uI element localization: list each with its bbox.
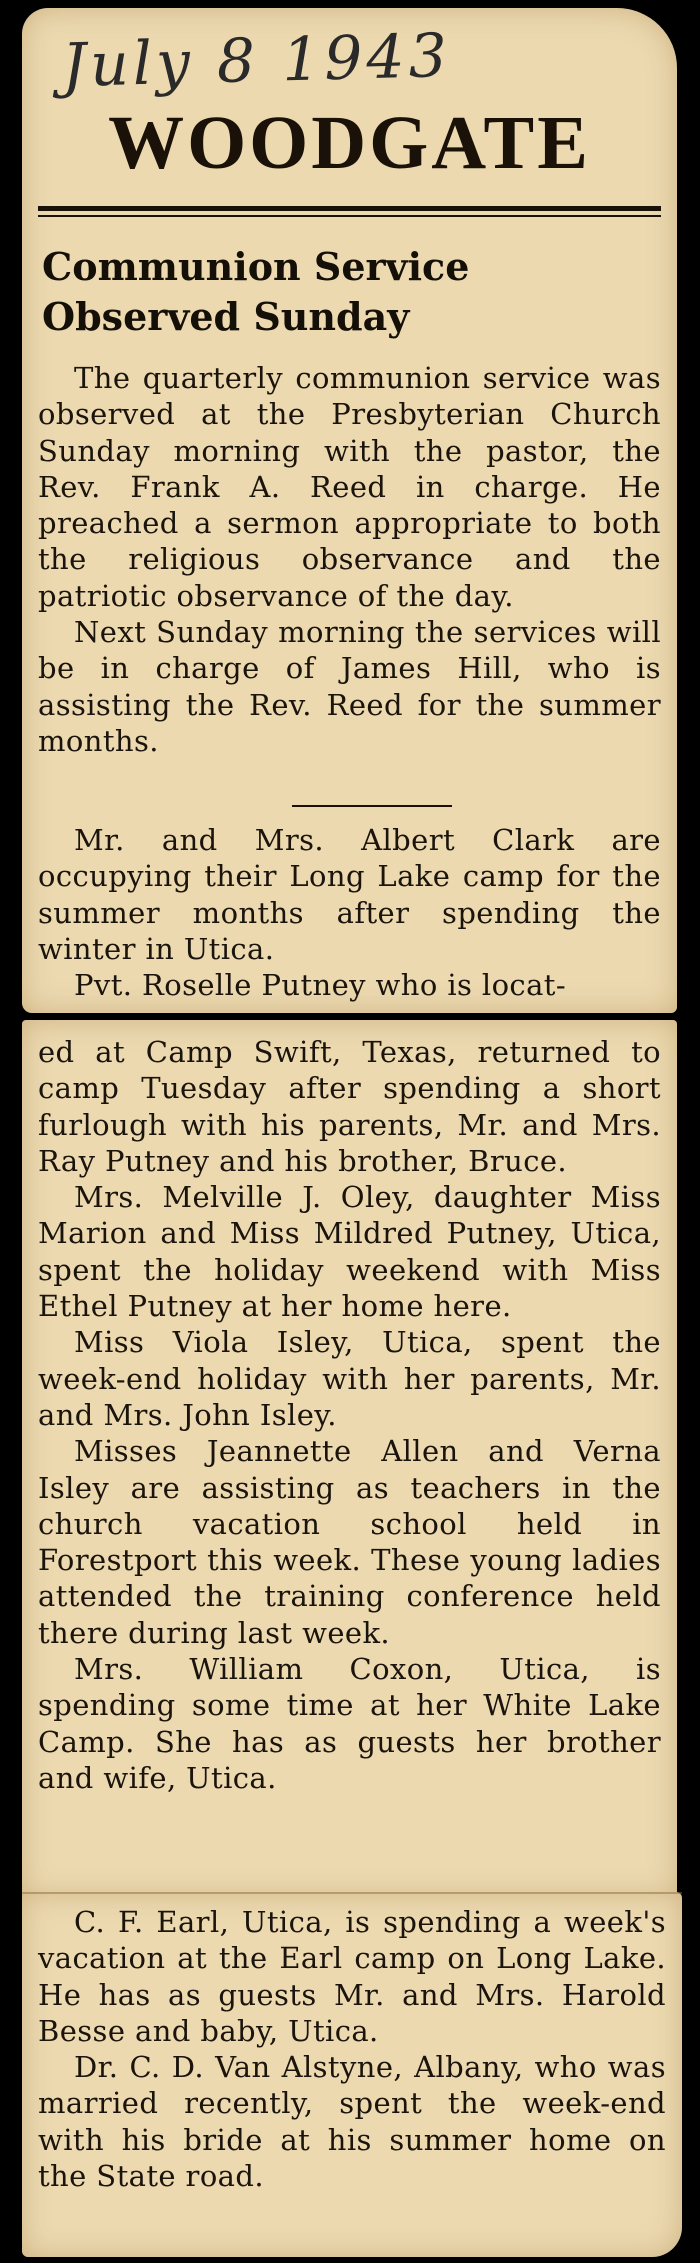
- paragraph-teachers: Misses Jeannette Allen and Verna Isley are assisting as teachers in the church vacation school held in Forestport this week. These young ladies attended the training conference held there during last week.: [38, 1434, 661, 1650]
- masthead-rule: [38, 206, 661, 217]
- paragraph-coxon: Mrs. William Coxon, Utica, is spending some time at her White Lake Camp. She has as guests her brother and wife, Utica.: [38, 1652, 661, 1795]
- headline-line-2: Observed Sunday: [42, 294, 410, 339]
- headline-line-1: Communion Service: [42, 244, 470, 289]
- masthead: WOODGATE: [108, 101, 591, 185]
- paragraph-clark: Mr. and Mrs. Albert Clark are occupying their Long Lake camp for the summer months after spending the winter in Utica.: [38, 823, 661, 966]
- section-divider: [292, 805, 452, 807]
- column-part-3: [38, 1034, 661, 1796]
- paragraph-isley: Miss Viola Isley, Utica, spent the week-end holiday with her parents, Mr. and Mrs. John Isley.: [38, 1325, 661, 1432]
- paragraph-oley: Mrs. Melville J. Oley, daughter Miss Marion and Miss Mildred Putney, Utica, spent the holiday weekend with Miss Ethel Putney at her home here.: [38, 1180, 661, 1324]
- column-part-4: [38, 1904, 666, 2194]
- headline: [42, 242, 657, 342]
- paragraph-next-sunday: Next Sunday morning the services will be in charge of James Hill, who is assisting the Rev. Reed for the summer months.: [38, 615, 661, 758]
- paragraph-earl: C. F. Earl, Utica, is spending a week's vacation at the Earl camp on Long Lake. He has as guests Mr. and Mrs. Harold Besse and baby, Utica.: [38, 1905, 666, 2048]
- clipping-part-2: [22, 1020, 677, 1898]
- paragraph-van-alstyne: Dr. C. D. Van Alstyne, Albany, who was married recently, spent the week-end with his bride at his summer home on the State road.: [38, 2050, 666, 2194]
- clipping-seam: [22, 1892, 682, 1894]
- paragraph-putney-start: Pvt. Roselle Putney who is locat-: [74, 968, 567, 1003]
- paragraph-putney-cont: ed at Camp Swift, Texas, returned to camp Tuesday after spending a short furlough with his parents, Mr. and Mrs. Ray Putney and his brother, Bruce.: [38, 1035, 661, 1178]
- paragraph-communion: The quarterly communion service was observed at the Presbyterian Church Sunday morning with the pastor, the Rev. Frank A. Reed in charge. He preached a sermon appropriate to both the religious observance and the patriotic observance of the day.: [38, 361, 661, 613]
- column-part-2: [38, 822, 661, 1003]
- column-part-1: [38, 360, 661, 759]
- clipping-part-1: [22, 8, 677, 1013]
- clipping-part-3: [22, 1892, 682, 2257]
- handwritten-date: July 8 1943: [61, 20, 452, 102]
